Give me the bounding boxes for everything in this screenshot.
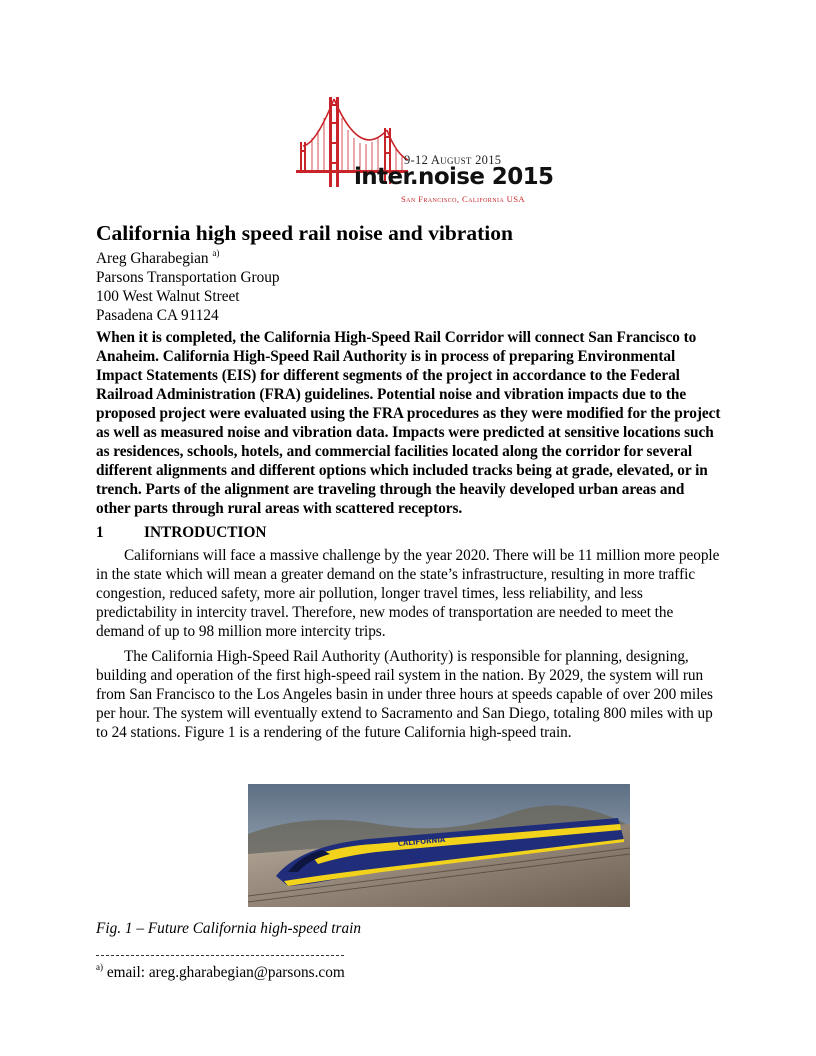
train-livery-text: CALIFORNIA (397, 835, 446, 848)
affiliation-organization: Parsons Transportation Group (96, 269, 280, 286)
train-figure (248, 784, 630, 907)
author-name: Areg Gharabegian (96, 250, 209, 267)
intro-paragraph-1: Californians will face a massive challenge by the year 2020. There will be 11 million more people in the state which will mean a greater demand on the state’s infrastructure, resulting in more traffic congestion, reduced safety, more air pollution, longer travel times, less reliability, and less predictability in intercity travel. Therefore, new modes of transportation are needed to meet the demand of up to 98 million more intercity trips. (96, 547, 720, 640)
footnote-text: email: areg.gharabegian@parsons.com (106, 964, 345, 981)
intro-paragraph-2: The California High-Speed Rail Authority (Authority) is responsible for planning, designing, building and operation of the first high-speed rail system in the nation. By 2029, the system will run from San Francisco to the Los Angeles basin in under three hours at speeds capable of over 200 miles per hour. The system will eventually extend to Sacramento and San Diego, totaling 800 miles with up to 24 stations. Figure 1 is a rendering of the future California high-speed train. (96, 648, 713, 741)
author-line (96, 249, 722, 268)
affiliation-street: 100 West Walnut Street (96, 288, 240, 305)
footnote (96, 963, 345, 982)
abstract: When it is completed, the California High-Speed Rail Corridor will connect San Francisco to Anaheim. California High-Speed Rail Authority is in process of preparing Environmental Impact Statements (EIS) for different segments of the project in accordance to the Federal Railroad Administration (FRA) guidelines. Potential noise and vibration impacts due to the proposed project were evaluated using the FRA procedures as they were modified for the project as well as measured noise and vibration data. Impacts were predicted at sensitive locations such as residences, schools, hotels, and commercial facilities located along the corridor for several different alignments and different options which included tracks being at grade, elevated, or in trench. Parts of the alignment are traveling through the heavily developed urban areas and other parts through rural areas with scattered receptors. (96, 329, 721, 517)
conference-date: 9-12 August 2015 (404, 153, 502, 167)
section-heading (96, 523, 722, 542)
author-footnote-mark: a) (212, 248, 220, 258)
affiliation-city: Pasadena CA 91124 (96, 307, 219, 324)
footnote-divider (96, 955, 344, 956)
paper-title: California high speed rail noise and vibration (96, 221, 513, 245)
section-title: INTRODUCTION (144, 524, 267, 541)
footnote-mark: a) (96, 962, 103, 972)
section-number: 1 (96, 524, 104, 541)
conference-name: inter.noise 2015 (354, 164, 554, 190)
conference-location: San Francisco, California USA (401, 194, 526, 204)
figure-caption: Fig. 1 – Future California high-speed train (96, 920, 361, 937)
conference-logo (296, 94, 554, 206)
train-rendering-image (248, 784, 630, 907)
paper-body (96, 219, 722, 742)
